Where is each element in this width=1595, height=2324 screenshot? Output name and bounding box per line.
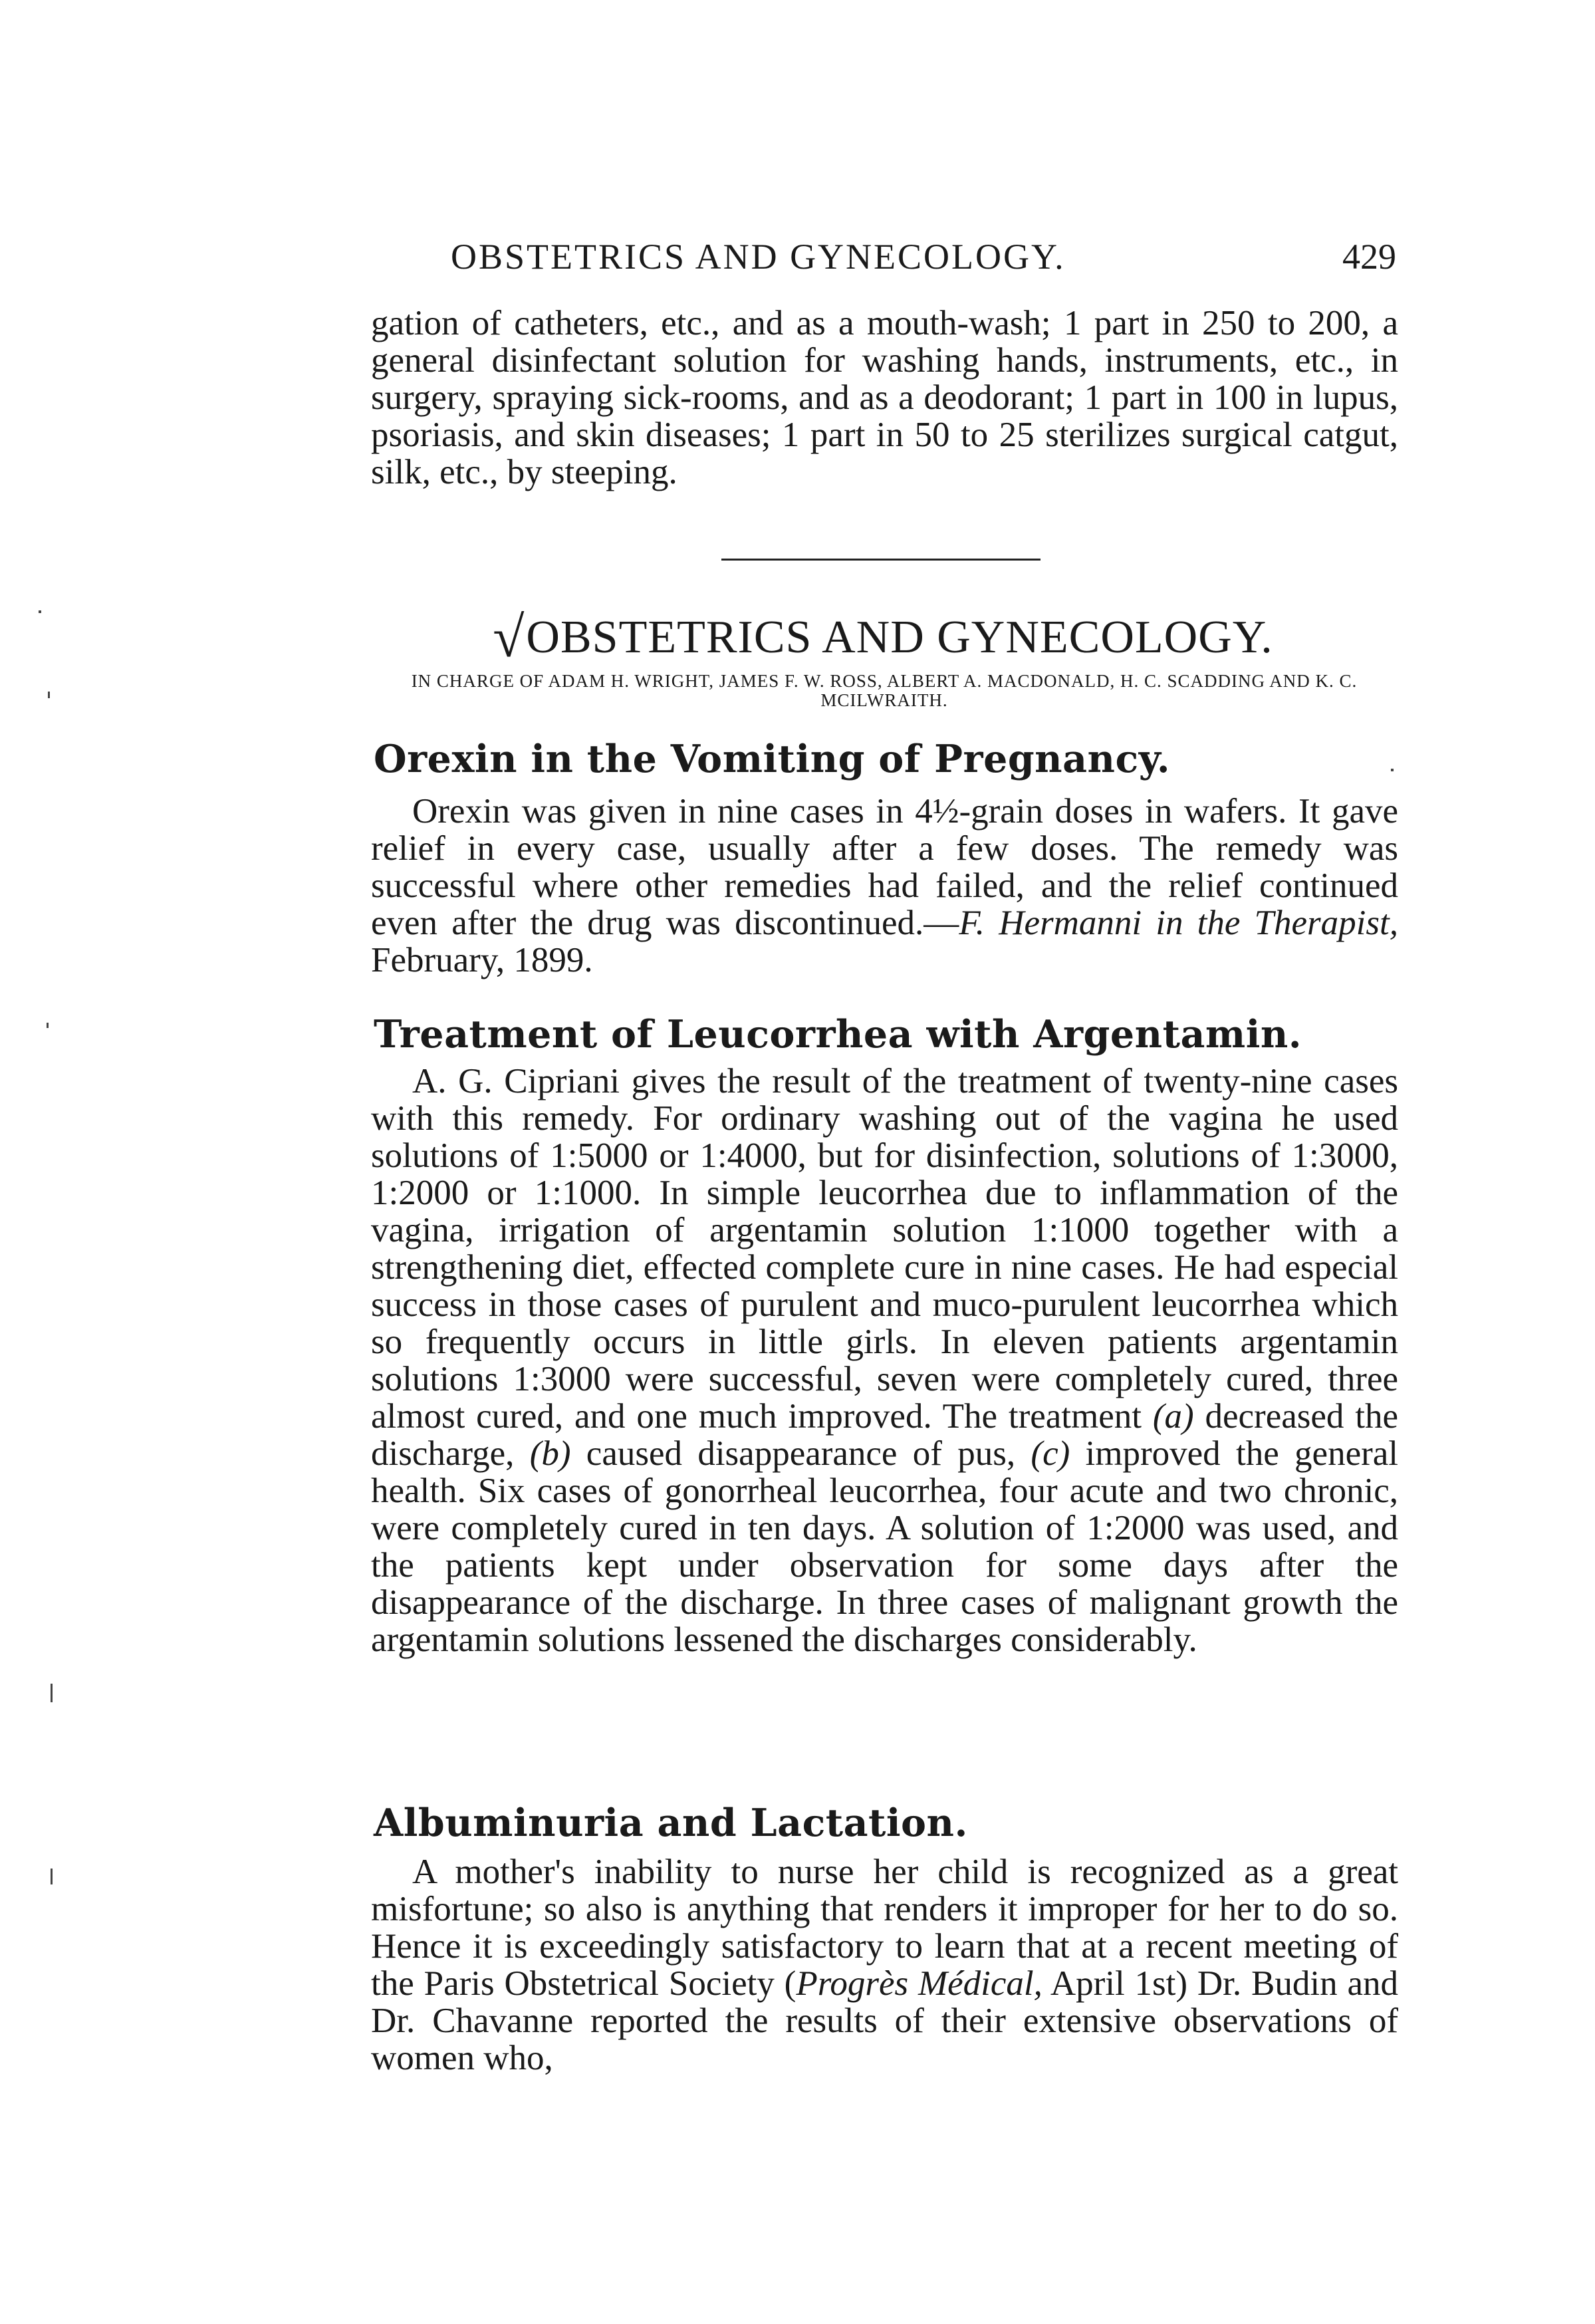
list-marker-c: (c) <box>1031 1434 1070 1473</box>
article-text: A. G. Cipriani gives the result of the treatment of twenty-nine cases with this remedy. For ordinary washing out of the vagina he used solutions of 1:5000 or 1:4000, but for disinfection, solutions of 1:3000, 1:2000 or 1:1000. In simple leucorrhea due to inflammation of the vagina, irrigation of argentamin solution 1:1000 together with a strengthening diet, effected complete cure in nine cases. He had especial success in those cases of purulent and muco-purulent leucorrhea which so frequently occurs in little girls. In eleven patients argentamin solutions 1:3000 were successful, seven were completely cured, three almost cured, and one much improved. The treatment <box>371 1062 1398 1436</box>
list-marker-a: (a) <box>1152 1397 1194 1436</box>
article-paragraph <box>371 1063 1398 1658</box>
page-header <box>372 236 1396 283</box>
article-heading-albuminuria: Albuminuria and Lactation. <box>374 1801 968 1845</box>
page-number: 429 <box>1342 237 1396 277</box>
handwritten-check-mark: √ <box>493 605 525 669</box>
carryover-paragraph <box>371 305 1398 491</box>
article-paragraph <box>371 793 1398 979</box>
section-divider <box>721 559 1041 561</box>
section-title-text: OBSTETRICS AND GYNECOLOGY. <box>526 612 1273 663</box>
list-marker-b: (b) <box>529 1434 571 1473</box>
margin-speck <box>1391 769 1394 771</box>
section-editors: IN CHARGE OF ADAM H. WRIGHT, JAMES F. W. ROSS, ALBERT A. MACDONALD, H. C. SCADDING AND K. C. MCILWRAITH. <box>411 671 1358 710</box>
margin-speck <box>48 692 50 698</box>
carryover-text: gation of catheters, etc., and as a mouth-wash; 1 part in 250 to 200, a general disinfectant solution for washing hands, instruments, etc., in surgery, spraying sick-rooms, and as a deodorant; 1 part in 100 in lupus, psoriasis, and skin diseases; 1 part in 50 to 25 sterilizes surgical catgut, silk, etc., by steeping. <box>371 304 1398 491</box>
article-heading-orexin: Orexin in the Vomiting of Pregnancy. <box>374 737 1171 781</box>
article-body-albuminuria <box>371 1853 1398 2077</box>
margin-speck <box>51 1684 53 1702</box>
article-text: April 1st) Dr. Budin and Dr. Chavanne reported the results of their extensive observations of women who, <box>371 1964 1398 2077</box>
article-source-date: February, 1899. <box>371 941 593 979</box>
running-title: OBSTETRICS AND GYNECOLOGY. <box>451 237 1066 277</box>
margin-speck <box>39 610 41 613</box>
article-heading-leucorrhea: Treatment of Leucorrhea with Argentamin. <box>374 1012 1302 1057</box>
section-title <box>364 604 1402 670</box>
article-body-orexin <box>371 793 1398 979</box>
article-source: F. Hermanni in the Therapist, <box>959 904 1398 942</box>
article-text: caused disappearance of pus, <box>570 1434 1031 1473</box>
article-text: decreased the discharge, <box>371 1397 1398 1473</box>
margin-speck <box>51 1869 53 1884</box>
article-text: Orexin was given in nine cases in 4½-grain doses in wafers. It gave relief in every case, usually after a few doses. The remedy was successful where other remedies had failed, and the relief continued even after the drug was discontinued.— <box>371 792 1398 942</box>
article-paragraph <box>371 1853 1398 2077</box>
article-body-leucorrhea <box>371 1063 1398 1658</box>
article-text: A mother's inability to nurse her child is recognized as a great misfortune; so also is anything that renders it improper for her to do so. Hence it is exceedingly satisfactory to learn that at a recent meeting of the Paris Obstetrical Society ( <box>371 1853 1398 2003</box>
margin-speck <box>47 1023 49 1028</box>
journal-name: Progrès Médical, <box>796 1964 1043 2003</box>
article-text: improved the general health. Six cases of gonorrheal leucorrhea, four acute and two chronic, were completely cured in ten days. A solution of 1:2000 was used, and the patients kept under observation for some days after the disappearance of the discharge. In three cases of malignant growth the argentamin solutions lessened the discharges considerably. <box>371 1434 1398 1659</box>
